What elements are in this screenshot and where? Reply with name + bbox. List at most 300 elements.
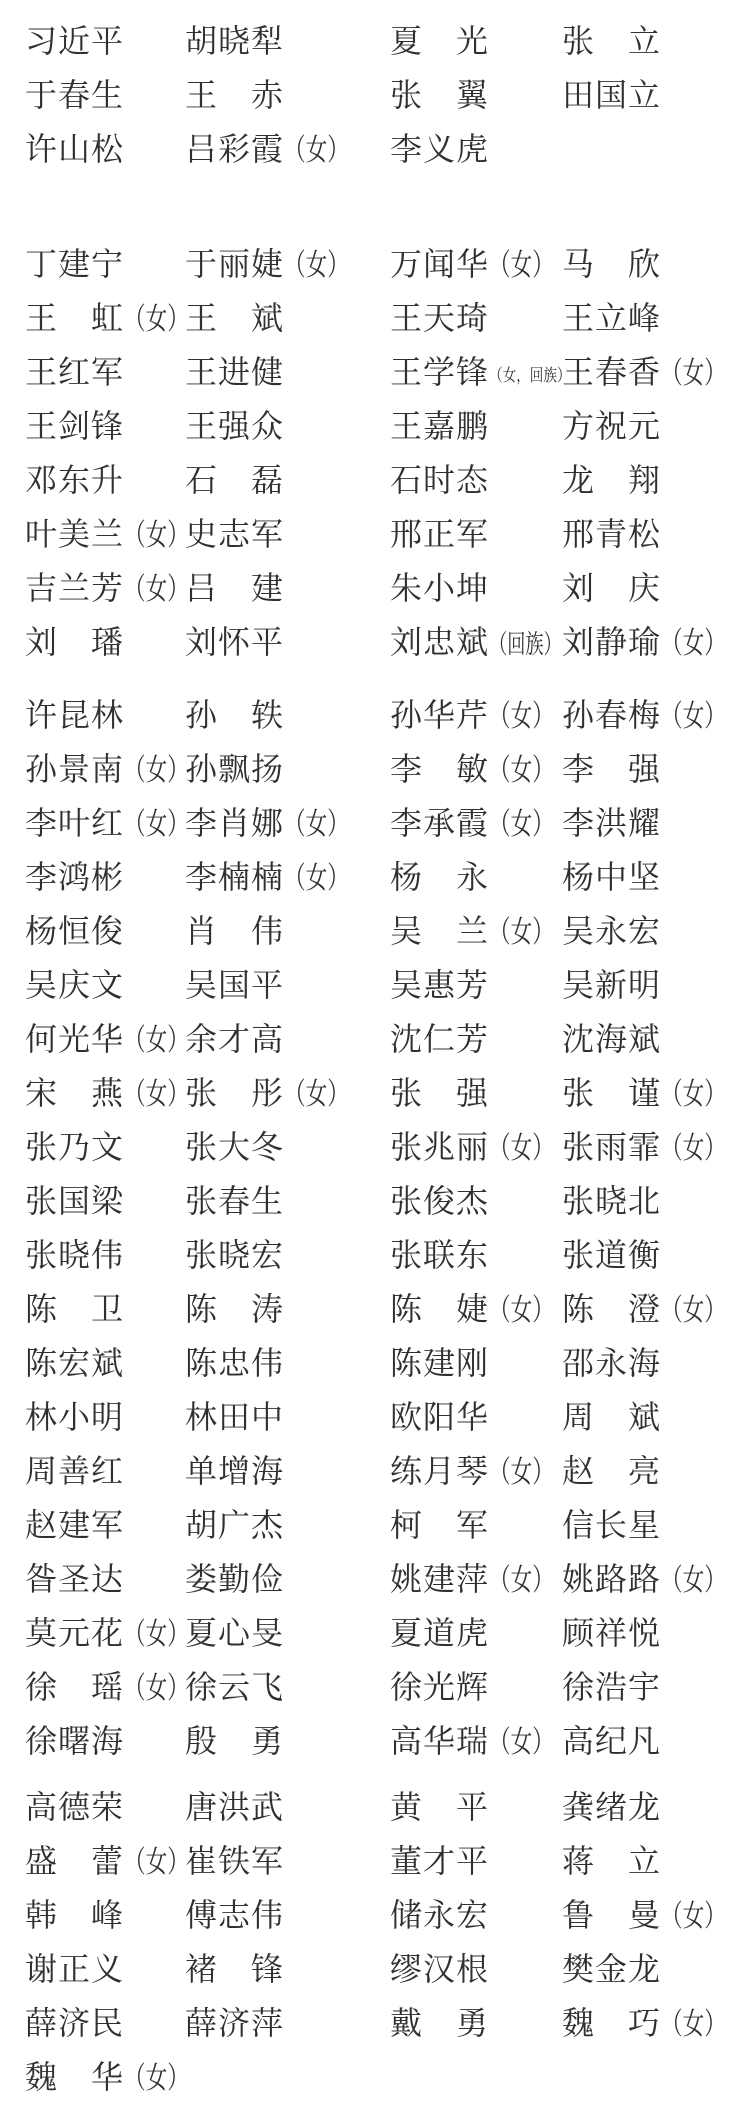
person-name-text: 刘忠斌 <box>390 624 490 660</box>
person-name-text: 肖 伟 <box>185 913 285 949</box>
person-name <box>562 958 661 1012</box>
gender-ethnic-annotation: （女） <box>661 1078 726 1111</box>
person-name-text: 王进健 <box>185 354 285 390</box>
person-name-text: 练月琴 <box>390 1453 490 1489</box>
person-name <box>562 1066 750 1122</box>
person-name-text: 徐曙海 <box>25 1723 125 1759</box>
person-name-text: 方祝元 <box>562 408 662 444</box>
person-name <box>25 1942 124 1996</box>
person-name <box>25 1714 124 1768</box>
person-name <box>185 561 284 615</box>
person-name <box>562 1996 750 2052</box>
gender-ethnic-annotation: （女） <box>489 1294 554 1327</box>
name-row <box>0 345 750 399</box>
person-name <box>25 1336 124 1390</box>
person-name <box>185 291 284 345</box>
person-name <box>185 68 284 122</box>
person-name-text: 吕彩霞 <box>185 131 285 167</box>
name-group-4 <box>0 1780 750 2104</box>
name-row <box>0 1444 750 1498</box>
person-name-text: 龙 翔 <box>562 462 662 498</box>
person-name-text: 信长星 <box>562 1507 662 1543</box>
person-name-text: 王学锋 <box>390 354 490 390</box>
person-name-text: 王 虹 <box>25 300 125 336</box>
person-name-text: 吴 兰 <box>390 913 490 949</box>
gender-ethnic-annotation: （女） <box>284 134 349 167</box>
person-name-text: 陈 涛 <box>185 1291 285 1327</box>
gender-ethnic-annotation: （女） <box>124 573 189 606</box>
person-name-text: 鲁 曼 <box>562 1897 662 1933</box>
person-name-text: 张 强 <box>390 1075 490 1111</box>
gender-ethnic-annotation: （女） <box>661 2008 726 2041</box>
person-name-text: 习近平 <box>25 23 125 59</box>
person-name <box>185 1228 284 1282</box>
name-row <box>0 1174 750 1228</box>
person-name-text: 朱小坤 <box>390 570 490 606</box>
person-name-text: 吴新明 <box>562 967 662 1003</box>
person-name-text: 李楠楠 <box>185 859 285 895</box>
gender-ethnic-annotation: （回族） <box>489 630 562 659</box>
person-name-text: 于丽婕 <box>185 246 285 282</box>
person-name <box>25 1996 124 2050</box>
person-name <box>562 1714 661 1768</box>
person-name-text: 高华瑞 <box>390 1723 490 1759</box>
person-name <box>390 1444 579 1500</box>
person-name <box>25 237 124 291</box>
name-row <box>0 291 750 345</box>
gender-ethnic-annotation: （女） <box>489 1132 554 1165</box>
person-name <box>390 1780 489 1834</box>
person-name <box>185 1780 284 1834</box>
person-name-text: 徐云飞 <box>185 1669 285 1705</box>
gender-ethnic-annotation: （女） <box>124 808 189 841</box>
person-name-text: 韩 峰 <box>25 1897 125 1933</box>
person-name-text: 戴 勇 <box>390 2005 490 2041</box>
person-name-text: 吴惠芳 <box>390 967 490 1003</box>
person-name-text: 何光华 <box>25 1021 125 1057</box>
person-name-text: 于春生 <box>25 77 125 113</box>
person-name-text: 石 磊 <box>185 462 285 498</box>
person-name <box>185 1606 284 1660</box>
person-name-text: 田国立 <box>562 77 662 113</box>
person-name-text: 陈 卫 <box>25 1291 125 1327</box>
gender-ethnic-annotation: （女） <box>284 1078 349 1111</box>
person-name <box>25 122 124 176</box>
person-name-text: 刘 璠 <box>25 624 125 660</box>
person-name <box>562 1888 750 1944</box>
person-name <box>390 1390 489 1444</box>
person-name <box>25 1552 124 1606</box>
name-row <box>0 904 750 958</box>
name-row <box>0 1390 750 1444</box>
person-name-text: 杨恒俊 <box>25 913 125 949</box>
person-name-text: 陈宏斌 <box>25 1345 125 1381</box>
person-name-text: 王红军 <box>25 354 125 390</box>
person-name <box>25 904 124 958</box>
person-name <box>390 958 489 1012</box>
person-name <box>390 453 489 507</box>
person-name <box>562 1780 661 1834</box>
person-name-text: 殷 勇 <box>185 1723 285 1759</box>
person-name-text: 陈忠伟 <box>185 1345 285 1381</box>
name-group-2 <box>0 237 750 669</box>
person-name <box>185 742 284 796</box>
person-name <box>562 1660 661 1714</box>
person-name-text: 张雨霏 <box>562 1129 662 1165</box>
person-name <box>185 1174 284 1228</box>
person-name <box>390 1012 489 1066</box>
person-name-text: 沈仁芳 <box>390 1021 490 1057</box>
person-name <box>25 1120 124 1174</box>
name-row <box>0 122 750 176</box>
person-name-text: 张道衡 <box>562 1237 662 1273</box>
person-name <box>562 561 661 615</box>
person-name <box>562 1228 661 1282</box>
person-name <box>185 1942 284 1996</box>
name-row <box>0 1498 750 1552</box>
person-name <box>25 68 124 122</box>
person-name <box>185 237 374 293</box>
person-name <box>390 742 579 798</box>
gender-ethnic-annotation: （女，回族） <box>489 366 571 385</box>
person-name <box>390 1228 489 1282</box>
person-name <box>562 1012 661 1066</box>
person-name-text: 马 欣 <box>562 246 662 282</box>
person-name <box>25 1444 124 1498</box>
person-name-text: 吕 建 <box>185 570 285 606</box>
person-name <box>562 1606 661 1660</box>
gender-ethnic-annotation: （女） <box>489 1564 554 1597</box>
person-name <box>185 14 284 68</box>
person-name-text: 徐光辉 <box>390 1669 490 1705</box>
person-name-text: 夏心旻 <box>185 1615 285 1651</box>
person-name <box>185 122 374 178</box>
person-name-text: 王 赤 <box>185 77 285 113</box>
name-row <box>0 68 750 122</box>
person-name <box>562 68 661 122</box>
person-name-text: 李叶红 <box>25 805 125 841</box>
name-row <box>0 399 750 453</box>
name-row <box>0 850 750 904</box>
person-name-text: 王 斌 <box>185 300 285 336</box>
person-name-text: 莫元花 <box>25 1615 125 1651</box>
person-name <box>185 615 284 669</box>
person-name-text: 邵永海 <box>562 1345 662 1381</box>
person-name <box>390 1834 489 1888</box>
person-name-text: 林小明 <box>25 1399 125 1435</box>
person-name-text: 丁建宁 <box>25 246 125 282</box>
person-name <box>185 1120 284 1174</box>
person-name-text: 陈 澄 <box>562 1291 662 1327</box>
person-name <box>390 1888 489 1942</box>
name-row <box>0 507 750 561</box>
person-name-text: 昝圣达 <box>25 1561 125 1597</box>
person-name <box>390 122 489 176</box>
name-group-1 <box>0 14 750 176</box>
person-name-text: 史志军 <box>185 516 285 552</box>
person-name-text: 娄勤俭 <box>185 1561 285 1597</box>
person-name <box>185 850 374 906</box>
person-name-text: 张晓宏 <box>185 1237 285 1273</box>
person-name-text: 王强众 <box>185 408 285 444</box>
person-name <box>185 1660 284 1714</box>
gender-ethnic-annotation: （女） <box>661 700 726 733</box>
person-name-text: 高纪凡 <box>562 1723 662 1759</box>
person-name-text: 许山松 <box>25 131 125 167</box>
person-name <box>390 1282 579 1338</box>
gender-ethnic-annotation: （女） <box>661 1132 726 1165</box>
person-name-text: 孙景南 <box>25 751 125 787</box>
person-name-text: 周善红 <box>25 1453 125 1489</box>
person-name <box>185 1390 284 1444</box>
person-name-text: 张联东 <box>390 1237 490 1273</box>
person-name <box>390 850 489 904</box>
name-row <box>0 237 750 291</box>
name-row <box>0 1228 750 1282</box>
person-name-text: 张晓北 <box>562 1183 662 1219</box>
person-name-text: 姚路路 <box>562 1561 662 1597</box>
person-name-text: 陈建刚 <box>390 1345 490 1381</box>
person-name-text: 杨中坚 <box>562 859 662 895</box>
person-name-text: 张春生 <box>185 1183 285 1219</box>
person-name <box>390 345 591 405</box>
person-name <box>390 1066 489 1120</box>
person-name <box>390 1552 579 1608</box>
person-name-text: 盛 蕾 <box>25 1843 125 1879</box>
person-name-text: 徐浩宇 <box>562 1669 662 1705</box>
gender-ethnic-annotation: （女） <box>124 303 189 336</box>
name-list <box>0 14 750 2104</box>
person-name-text: 李 强 <box>562 751 662 787</box>
person-name-text: 宋 燕 <box>25 1075 125 1111</box>
person-name <box>562 1834 661 1888</box>
person-name-text: 邢正军 <box>390 516 490 552</box>
person-name <box>390 1120 579 1176</box>
name-row <box>0 1282 750 1336</box>
person-name-text: 张 谨 <box>562 1075 662 1111</box>
gender-ethnic-annotation: （女） <box>124 2062 189 2095</box>
person-name-text: 邓东升 <box>25 462 125 498</box>
person-name-text: 李洪耀 <box>562 805 662 841</box>
person-name-text: 魏 华 <box>25 2059 125 2095</box>
person-name <box>562 688 750 744</box>
person-name-text: 胡广杰 <box>185 1507 285 1543</box>
person-name <box>562 1282 750 1338</box>
gender-ethnic-annotation: （女） <box>124 1078 189 1111</box>
name-row <box>0 615 750 669</box>
person-name-text: 傅志伟 <box>185 1897 285 1933</box>
person-name <box>390 1336 489 1390</box>
name-row <box>0 796 750 850</box>
person-name-text: 邢青松 <box>562 516 662 552</box>
person-name-text: 储永宏 <box>390 1897 490 1933</box>
person-name <box>25 1888 124 1942</box>
person-name <box>562 453 661 507</box>
person-name <box>390 237 579 293</box>
person-name <box>25 958 124 1012</box>
person-name <box>562 742 661 796</box>
person-name <box>25 1780 124 1834</box>
person-name-text: 张 彤 <box>185 1075 285 1111</box>
person-name <box>25 688 124 742</box>
person-name <box>562 796 661 850</box>
person-name-text: 薛济民 <box>25 2005 125 2041</box>
person-name <box>185 1282 284 1336</box>
name-row <box>0 1552 750 1606</box>
person-name-text: 孙飘扬 <box>185 751 285 787</box>
person-name <box>562 1942 661 1996</box>
person-name <box>390 904 579 960</box>
person-name <box>25 615 124 669</box>
name-row <box>0 1834 750 1888</box>
person-name <box>562 14 661 68</box>
person-name-text: 崔铁军 <box>185 1843 285 1879</box>
gender-ethnic-annotation: （女） <box>284 862 349 895</box>
person-name-text: 夏道虎 <box>390 1615 490 1651</box>
person-name-text: 吴庆文 <box>25 967 125 1003</box>
person-name <box>562 904 661 958</box>
person-name-text: 夏 光 <box>390 23 490 59</box>
person-name-text: 魏 巧 <box>562 2005 662 2041</box>
person-name <box>562 507 661 561</box>
person-name <box>185 688 284 742</box>
gender-ethnic-annotation: （女） <box>489 916 554 949</box>
person-name <box>390 796 579 852</box>
person-name <box>390 561 489 615</box>
person-name-text: 吴国平 <box>185 967 285 1003</box>
gender-ethnic-annotation: （女） <box>489 808 554 841</box>
name-row <box>0 14 750 68</box>
person-name <box>562 1444 661 1498</box>
person-name-text: 许昆林 <box>25 697 125 733</box>
gender-ethnic-annotation: （女） <box>661 1294 726 1327</box>
person-name-text: 万闻华 <box>390 246 490 282</box>
gender-ethnic-annotation: （女） <box>124 754 189 787</box>
person-name-text: 蒋 立 <box>562 1843 662 1879</box>
person-name <box>25 850 124 904</box>
person-name-text: 高德荣 <box>25 1789 125 1825</box>
person-name-text: 王剑锋 <box>25 408 125 444</box>
person-name-text: 张晓伟 <box>25 1237 125 1273</box>
person-name-text: 张俊杰 <box>390 1183 490 1219</box>
name-row <box>0 1996 750 2050</box>
person-name-text: 王嘉鹏 <box>390 408 490 444</box>
person-name <box>390 1660 489 1714</box>
person-name <box>25 1282 124 1336</box>
person-name-text: 刘 庆 <box>562 570 662 606</box>
name-row <box>0 742 750 796</box>
person-name-text: 张大冬 <box>185 1129 285 1165</box>
name-row <box>0 958 750 1012</box>
person-name <box>185 1336 284 1390</box>
gender-ethnic-annotation: （女） <box>124 1618 189 1651</box>
person-name-text: 赵 亮 <box>562 1453 662 1489</box>
person-name <box>390 1174 489 1228</box>
person-name <box>390 14 489 68</box>
person-name-text: 刘静瑜 <box>562 624 662 660</box>
person-name-text: 张 立 <box>562 23 662 59</box>
person-name <box>562 1498 661 1552</box>
person-name-text: 吉兰芳 <box>25 570 125 606</box>
person-name-text: 董才平 <box>390 1843 490 1879</box>
person-name <box>185 1444 284 1498</box>
person-name <box>562 1336 661 1390</box>
person-name <box>185 453 284 507</box>
person-name <box>25 399 124 453</box>
person-name-text: 林田中 <box>185 1399 285 1435</box>
person-name-text: 龚绪龙 <box>562 1789 662 1825</box>
person-name <box>185 507 284 561</box>
person-name-text: 柯 军 <box>390 1507 490 1543</box>
person-name <box>390 68 489 122</box>
person-name-text: 谢正义 <box>25 1951 125 1987</box>
person-name-text: 张兆丽 <box>390 1129 490 1165</box>
person-name-text: 徐 瑶 <box>25 1669 125 1705</box>
person-name <box>562 345 750 401</box>
gender-ethnic-annotation: （女） <box>489 249 554 282</box>
gender-ethnic-annotation: （女） <box>489 1726 554 1759</box>
person-name <box>185 958 284 1012</box>
person-name-text: 张 翼 <box>390 77 490 113</box>
person-name <box>25 1174 124 1228</box>
person-name <box>25 1390 124 1444</box>
person-name-text: 余才高 <box>185 1021 285 1057</box>
person-name-text: 薛济萍 <box>185 2005 285 2041</box>
person-name-text: 张乃文 <box>25 1129 125 1165</box>
person-name <box>185 1996 284 2050</box>
person-name <box>185 1066 374 1122</box>
person-name <box>390 1606 489 1660</box>
person-name-text: 褚 锋 <box>185 1951 285 1987</box>
person-name-text: 唐洪武 <box>185 1789 285 1825</box>
name-row <box>0 688 750 742</box>
gender-ethnic-annotation: （女） <box>489 754 554 787</box>
name-row <box>0 1714 750 1768</box>
person-name <box>185 1498 284 1552</box>
person-name <box>25 1498 124 1552</box>
person-name-text: 杨 永 <box>390 859 490 895</box>
person-name-text: 李承霞 <box>390 805 490 841</box>
person-name <box>185 1714 284 1768</box>
person-name-text: 叶美兰 <box>25 516 125 552</box>
person-name <box>185 796 374 852</box>
person-name-text: 孙 轶 <box>185 697 285 733</box>
person-name <box>185 399 284 453</box>
gender-ethnic-annotation: （女） <box>661 1900 726 1933</box>
person-name-text: 姚建萍 <box>390 1561 490 1597</box>
name-row <box>0 453 750 507</box>
name-row <box>0 1942 750 1996</box>
person-name-text: 孙华芹 <box>390 697 490 733</box>
person-name <box>390 688 579 744</box>
person-name <box>390 1996 489 2050</box>
person-name-text: 缪汉根 <box>390 1951 490 1987</box>
gender-ethnic-annotation: （女） <box>661 357 726 390</box>
gender-ethnic-annotation: （女） <box>124 519 189 552</box>
person-name-text: 沈海斌 <box>562 1021 662 1057</box>
gender-ethnic-annotation: （女） <box>661 1564 726 1597</box>
gender-ethnic-annotation: （女） <box>489 700 554 733</box>
person-name-text: 单增海 <box>185 1453 285 1489</box>
name-row <box>0 1120 750 1174</box>
name-row <box>0 2050 750 2104</box>
person-name-text: 孙春梅 <box>562 697 662 733</box>
person-name-text: 李鸿彬 <box>25 859 125 895</box>
person-name-text: 石时态 <box>390 462 490 498</box>
person-name-text: 陈 婕 <box>390 1291 490 1327</box>
person-name <box>562 237 661 291</box>
person-name-text: 顾祥悦 <box>562 1615 662 1651</box>
